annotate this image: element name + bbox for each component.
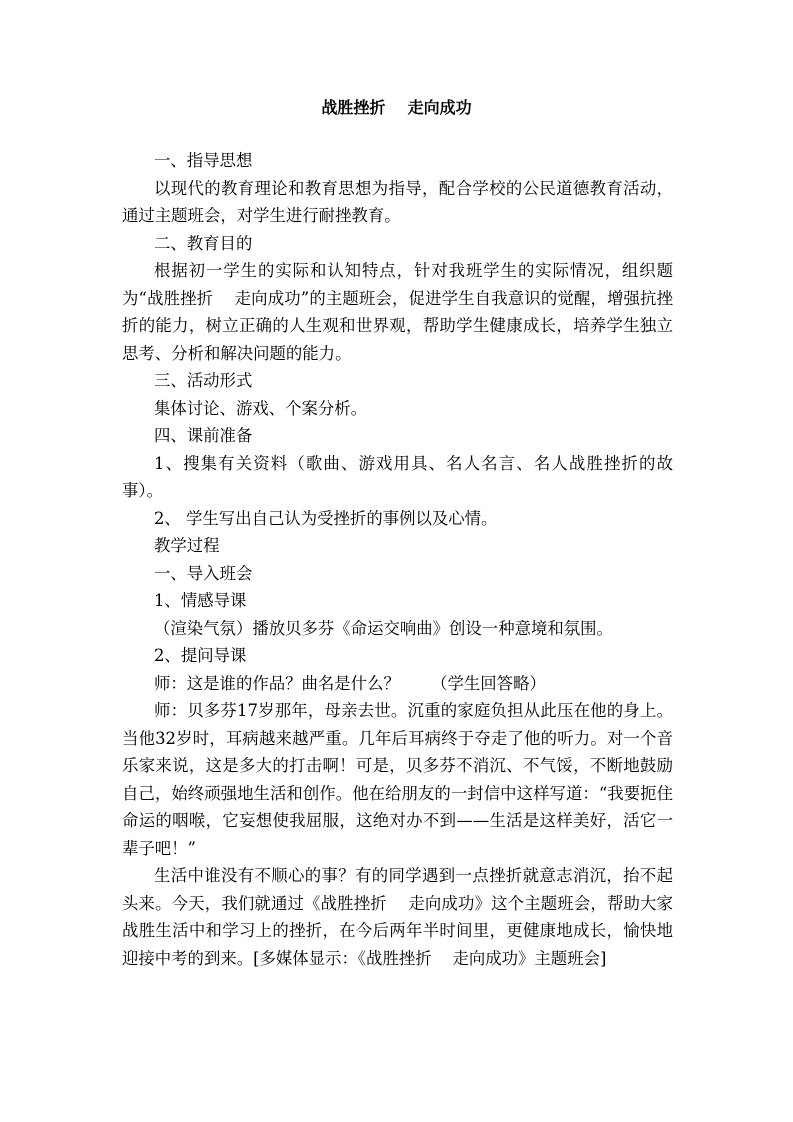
paragraph-activity-form: 集体讨论、游戏、个案分析。: [154, 398, 368, 418]
paragraph-emotional-intro: （渲染气氛）播放贝多芬《命运交响曲》创设一种意境和氛围。: [154, 618, 613, 638]
subheading-emotional-intro: 1、情感导课: [154, 591, 247, 610]
paragraph-teacher-question: 师：这是谁的作品？曲名是什么？ （学生回答略）: [154, 673, 546, 693]
document-body: [122, 147, 673, 972]
paragraph-education-goal: 根据初一学生的实际和认知特点，针对我班学生的实际情况，组织题为“战胜挫折 走向成功”的主题班会，促进学生自我意识的觉醒，增强抗挫折的能力，树立正确的人生观和世界观，帮助学生健康成长，培养学生独立思考、分析和解决问题的能力。: [122, 261, 673, 363]
section-heading-intro: 一、导入班会: [154, 563, 253, 583]
section-heading-preparation: 四、课前准备: [154, 426, 253, 445]
paragraph-preparation-1: 1、搜集有关资料（歌曲、游戏用具、名人名言、名人战胜挫折的故事）。: [122, 453, 673, 500]
paragraph-guiding-thought: 以现代的教育理论和教育思想为指导，配合学校的公民道德教育活动，通过主题班会，对学生进行耐挫教育。: [122, 178, 673, 225]
subheading-question-intro: 2、提问导课: [154, 646, 247, 665]
paragraph-meeting-intro: 生活中谁没有不顺心的事？有的同学遇到一点挫折就意志消沉，抬不起头来。今天，我们就通过《战胜挫折 走向成功》这个主题班会，帮助大家战胜生活中和学习上的挫折，在今后两年半时间里，更健康地成长，愉快地迎接中考的到来。[多媒体显示：《战胜挫折 走向成功》主题班会]: [122, 866, 673, 968]
section-heading-teaching-process: 教学过程: [154, 536, 220, 555]
section-heading-activity-form: 三、活动形式: [154, 371, 253, 390]
document-title: 战胜挫折 走向成功: [321, 98, 472, 117]
paragraph-preparation-2: 2、 学生写出自己认为受挫折的事例以及心情。: [154, 508, 498, 528]
paragraph-beethoven-story: 师：贝多芬17岁那年，母亲去世。沉重的家庭负担从此压在他的身上。当他32岁时，耳病越来越严重。几年后耳病终于夺走了他的听力。对一个音乐家来说，这是多大的打击啊！可是，贝多芬不消沉、不气馁，不断地鼓励自己，始终顽强地生活和创作。他在给朋友的一封信中这样写道：“我要扼住命运的咽喉，它妄想使我屈服，这绝对办不到——生活是这样美好，活它一辈子吧！”: [122, 701, 673, 858]
section-heading-education-goal: 二、教育目的: [154, 233, 253, 253]
section-heading-guiding-thought: 一、指导思想: [154, 151, 253, 170]
